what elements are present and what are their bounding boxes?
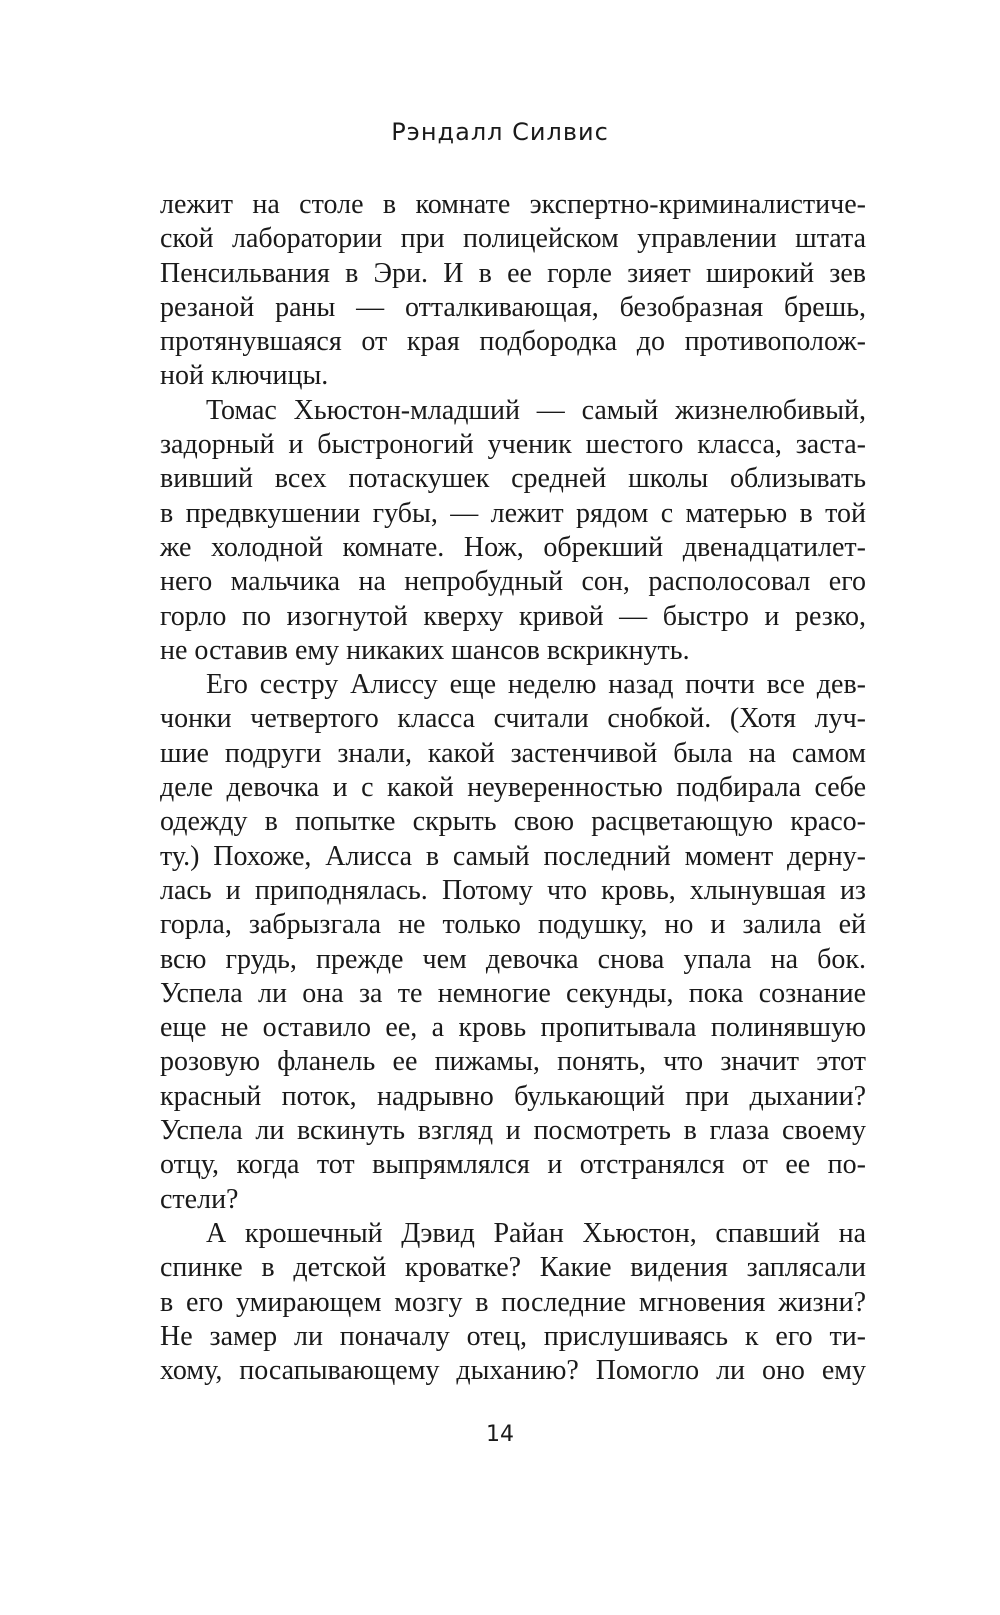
text-line: в его умирающем мозгу в последние мгновения жизни? [160, 1286, 866, 1318]
text-line: Успела ли вскинуть взгляд и посмотреть в глаза своему [160, 1115, 866, 1147]
text-line: чонки четвертого класса считали снобкой. (Хотя луч- [160, 703, 866, 735]
body-text [160, 188, 866, 1388]
text-line: ской лаборатории при полицейском управлении штата [160, 223, 866, 255]
text-line: не оставив ему никаких шансов вскрикнуть. [160, 634, 690, 666]
text-line: лась и приподнялась. Потому что кровь, хлынувшая из [160, 874, 866, 906]
text-line: Томас Хьюстон-младший — самый жизнелюбивый, [206, 394, 866, 426]
paragraph [160, 668, 866, 1217]
text-line: еще не оставило ее, а кровь пропитывала полинявшую [160, 1012, 866, 1044]
text-line: лежит на столе в комнате экспертно-криминалистиче- [160, 189, 866, 220]
text-line: в предвкушении губы, — лежит рядом с матерью в той [160, 497, 866, 529]
text-line: хому, посапывающему дыханию? Помогло ли оно ему [160, 1355, 866, 1387]
text-line: одежду в попытке скрыть свою расцветающую красо- [160, 806, 866, 838]
text-line: же холодной комнате. Нож, обрекший двенадцатилет- [160, 531, 866, 563]
text-line: спинке в детской кроватке? Какие видения заплясали [160, 1252, 866, 1284]
text-line: стели? [160, 1183, 239, 1215]
paragraph [160, 1217, 866, 1388]
page-number: 14 [486, 1422, 514, 1447]
text-line: А крошечный Дэвид Райан Хьюстон, спавший на [206, 1217, 866, 1249]
text-line: горло по изогнутой кверху кривой — быстро и резко, [160, 600, 866, 632]
text-line: всю грудь, прежде чем девочка снова упала на бок. [160, 943, 866, 975]
text-line: Его сестру Алиссу еще неделю назад почти все дев- [206, 669, 866, 701]
paragraph [160, 188, 866, 394]
text-line: Не замер ли поначалу отец, прислушиваясь к его ти- [160, 1320, 866, 1352]
text-line: шие подруги знали, какой застенчивой была на самом [160, 737, 866, 769]
text-line: красный поток, надрывно булькающий при дыхании? [160, 1080, 866, 1112]
paragraph [160, 394, 866, 668]
text-line: розовую фланель ее пижамы, понять, что значит этот [160, 1046, 866, 1078]
text-line: ной ключицы. [160, 360, 329, 392]
text-line: ту.) Похоже, Алисса в самый последний момент дерну- [160, 840, 866, 872]
text-line: протянувшаяся от края подбородка до противополож- [160, 326, 866, 358]
text-line: деле девочка и с какой неуверенностью подбирала себе [160, 772, 866, 804]
text-line: Успела ли она за те немногие секунды, пока сознание [160, 977, 866, 1009]
text-line: горла, забрызгала не только подушку, но и залила ей [160, 909, 866, 941]
running-head: Рэндалл Силвис [391, 118, 609, 146]
text-line: задорный и быстроногий ученик шестого класса, заста- [160, 429, 866, 461]
text-line: Пенсильвания в Эри. И в ее горле зияет широкий зев [160, 257, 866, 289]
text-line: резаной раны — отталкивающая, безобразная брешь, [160, 291, 866, 323]
text-line: отцу, когда тот выпрямлялся и отстранялся от ее по- [160, 1149, 866, 1181]
text-line: него мальчика на непробудный сон, располосовал его [160, 566, 866, 598]
text-line: вивший всех потаскушек средней школы облизывать [160, 463, 866, 495]
